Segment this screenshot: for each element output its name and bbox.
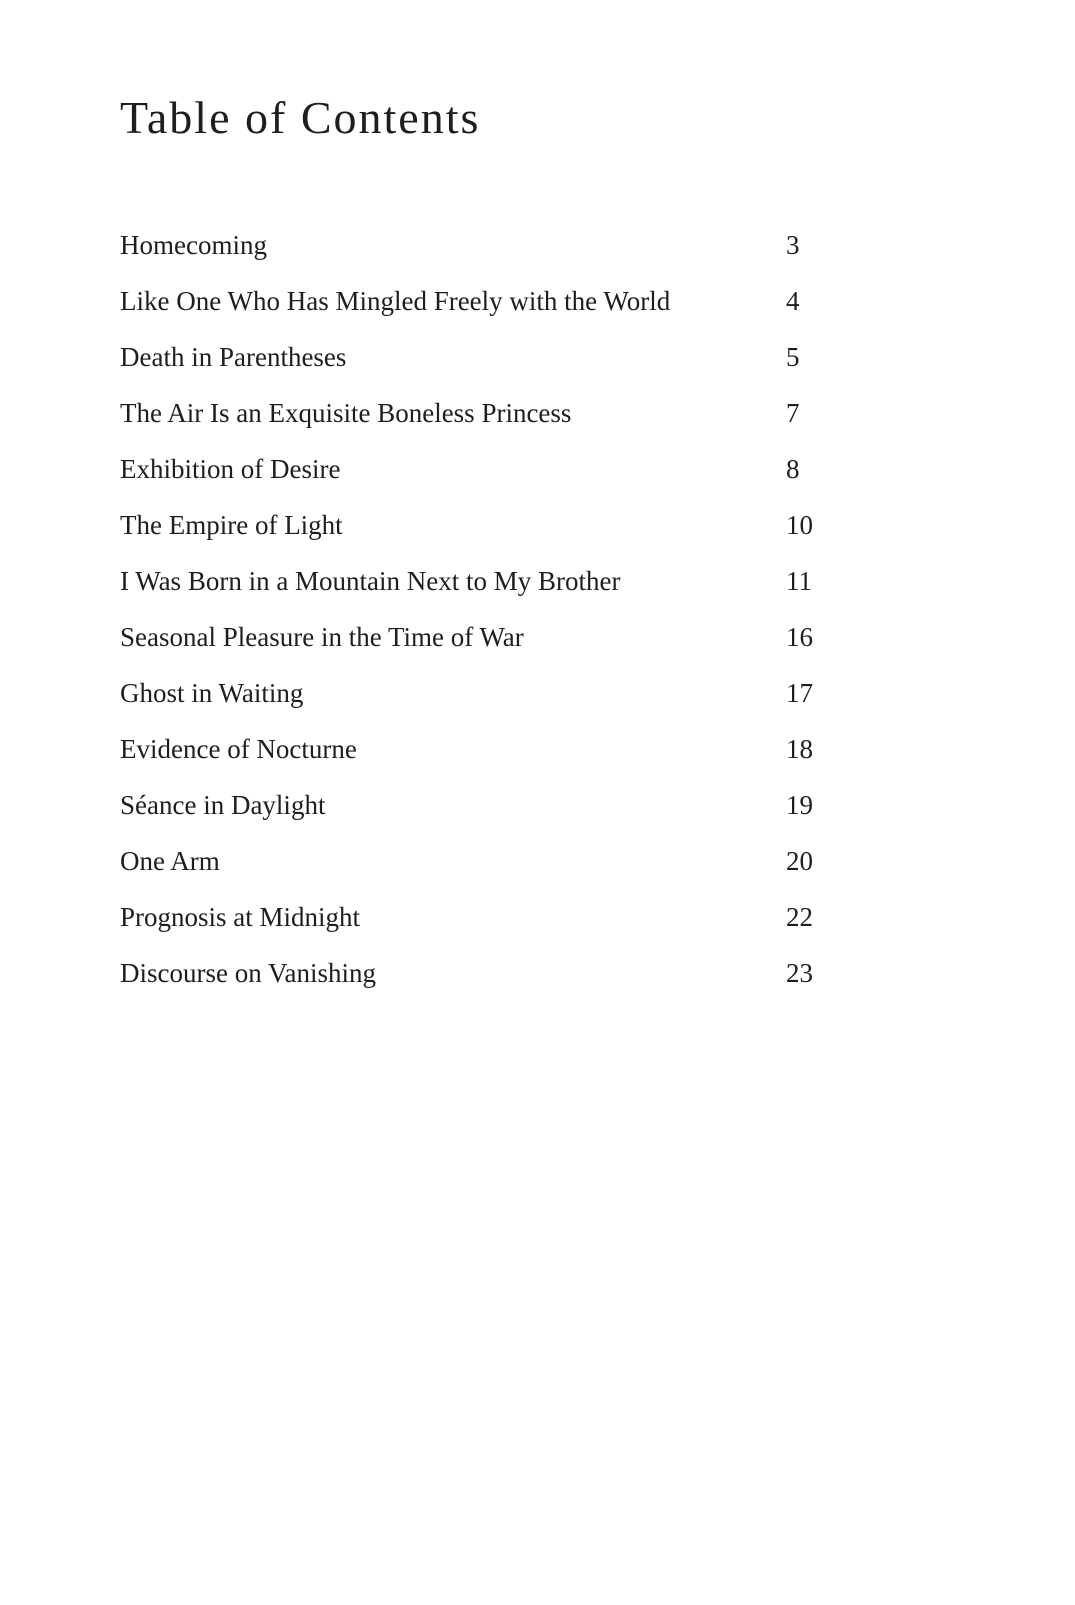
toc-entry [120, 729, 820, 785]
toc-entry [120, 953, 820, 1009]
toc-entry-title: The Air Is an Exquisite Boneless Princess [120, 398, 572, 428]
toc-entry-title: I Was Born in a Mountain Next to My Brother [120, 566, 621, 596]
toc-entry [120, 785, 820, 841]
page-title: Table of Contents [120, 92, 481, 143]
toc-entry [120, 393, 820, 449]
toc-entry-title: Ghost in Waiting [120, 678, 304, 708]
toc-entry-title: Séance in Daylight [120, 790, 326, 820]
toc-entry-page-number: 17 [786, 678, 813, 708]
toc-list [120, 225, 820, 1009]
toc-entry [120, 617, 820, 673]
toc-entry-title: Exhibition of Desire [120, 454, 341, 484]
toc-entry-title: Seasonal Pleasure in the Time of War [120, 622, 524, 652]
toc-entry [120, 337, 820, 393]
toc-entry-page-number: 18 [786, 734, 813, 764]
toc-entry-page-number: 19 [786, 790, 813, 820]
toc-entry-title: Death in Parentheses [120, 342, 347, 372]
toc-entry-page-number: 7 [786, 398, 800, 428]
toc-entry-page-number: 5 [786, 342, 800, 372]
toc-entry-page-number: 3 [786, 230, 800, 260]
toc-entry [120, 673, 820, 729]
toc-entry-page-number: 23 [786, 958, 813, 988]
toc-entry-page-number: 8 [786, 454, 800, 484]
toc-entry [120, 841, 820, 897]
toc-entry-title: Prognosis at Midnight [120, 902, 361, 932]
toc-entry-page-number: 20 [786, 846, 813, 876]
toc-entry-title: Discourse on Vanishing [120, 958, 376, 988]
toc-entry-title: Evidence of Nocturne [120, 734, 357, 764]
toc-entry-page-number: 11 [786, 566, 812, 596]
toc-entry-title: Homecoming [120, 230, 267, 260]
toc-entry-page-number: 22 [786, 902, 813, 932]
toc-entry [120, 505, 820, 561]
toc-entry-title: One Arm [120, 846, 220, 876]
toc-entry [120, 897, 820, 953]
toc-entry-page-number: 10 [786, 510, 813, 540]
toc-entry-page-number: 4 [786, 286, 800, 316]
toc-entry-title: Like One Who Has Mingled Freely with the World [120, 286, 671, 316]
toc-entry [120, 225, 820, 281]
toc-entry [120, 449, 820, 505]
toc-entry [120, 281, 820, 337]
toc-entry-title: The Empire of Light [120, 510, 343, 540]
toc-entry [120, 561, 820, 617]
toc-entry-page-number: 16 [786, 622, 813, 652]
